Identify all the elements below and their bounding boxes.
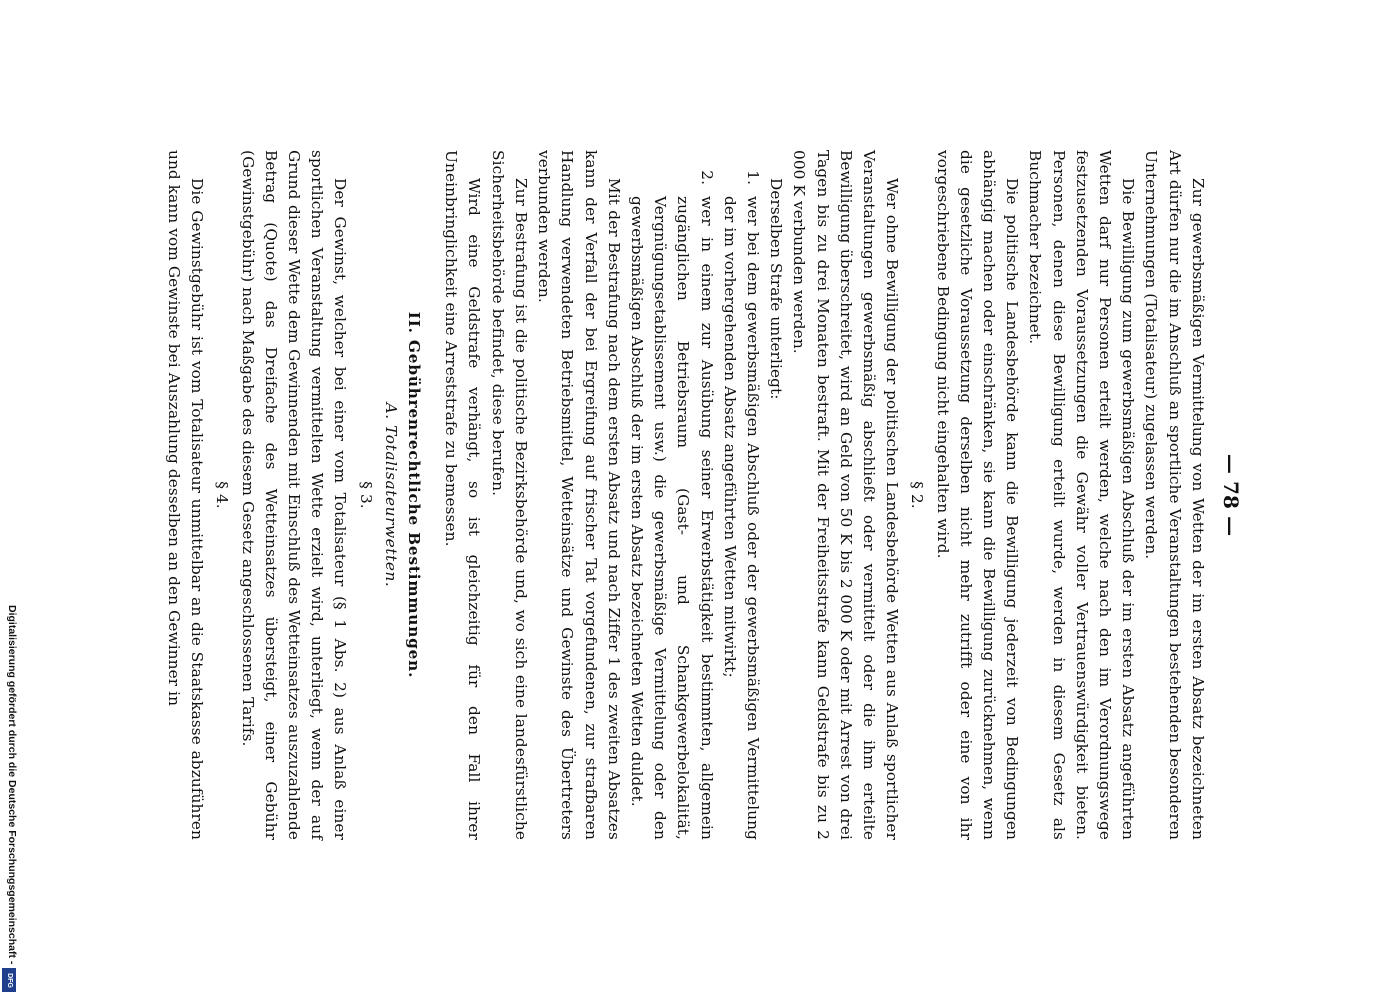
section-number: § 4. (213, 481, 232, 509)
section-number: § 3. (356, 481, 375, 509)
subsection-heading: A. Totalisateurwetten. (381, 402, 400, 588)
section-heading: II. Gebührenrechtliche Bestimmungen. (405, 311, 424, 679)
paragraph: Derselben Strafe unterliegt: (767, 178, 786, 400)
paragraph: Die Bewilligung zum gewerbsmäßigen Abschluß der im ersten Absatz angeführten Wetten darf nur Personen erteilt werden, welche nach den im Verordnungswege festzusetzenden Voraussetzungen die Gewähr voller Vertrauenswürdigkeit bieten. Personen, denen diese Bewilligung erteilt wurde, werden in diesem Gesetz als Buchmacher bezeichnet. (1026, 150, 1138, 840)
paragraph: Wird eine Geldstrafe verhängt, so ist gleichzeitig für den Fall ihrer Uneinbringlichkeit eine Arreststrafe zu bemessen. (442, 150, 484, 840)
paragraph: Die politische Landesbehörde kann die Bewilligung jederzeit von Bedingungen abhängig machen oder einschränken, sie kann die Bewilligung zurücknehmen, wenn die gesetzliche Voraussetzung derselben nicht mehr zutrifft oder eine von ihr vorgeschriebene Bedingung nicht eingehalten wird. (933, 150, 1022, 840)
paragraph: Zur gewerbsmäßigen Vermittelung von Wetten der im ersten Absatz bezeichneten Art dürfen nur die im Anschluß an sportliche Veranstaltungen bestehenden besonderen Unternehmungen (Totalisateur) zugelassen werden. (1142, 150, 1207, 840)
dfg-logo-text: DFG (5, 972, 13, 988)
paragraph: Der Gewinst, welcher bei einer vom Totalisateur (§ 1 Abs. 2) aus Anlaß einer sportlichen Veranstaltung vermittelten Wette erzielt wird, unterliegt, wenn der auf Grund dieser Wette dem Gewinnenden mit Einschluß des Wetteinsatzes auszuzahlende Betrag (Quote) das Dreifache des Wetteinsatzes übersteigt, einer Gebühr (Gewinstgebühr) nach Maßgabe des diesem Gesetz angeschlossenen Tarifs. (238, 150, 350, 840)
document-page (142, 150, 1242, 840)
page-number: — 78 — (1219, 453, 1243, 537)
credit-text: Digitalisierung gefördert durch die Deutsche Forschungsgemeinschaft - (6, 605, 18, 965)
digitization-credit (4, 605, 20, 995)
list-item: 2. wer in einem zur Ausübung seiner Erwerbstätigkeit bestimmten, allgemein zugänglichen Betriebsraum (Gast- und Schankgewerbelokalität, Vergnügungsetablissement usw.) die gewerbsmäßige Vermittelung oder den gewerbsmäßigen Abschluß der im ersten Absatz bezeichneten Wetten duldet. (625, 190, 718, 840)
section-number: § 2. (908, 481, 927, 509)
dfg-logo (2, 968, 16, 992)
list-item: 1. wer bei dem gewerbsmäßigen Abschluß oder der gewerbsmäßigen Vermittelung der im vorhergehenden Absatz angeführten Wetten mitwirkt; (718, 190, 764, 840)
paragraph: Wer ohne Bewilligung der politischen Landesbehörde Wetten aus Anlaß sportlicher Veranstaltungen gewerbsmäßig abschließt oder vermittelt oder die ihm erteilte Bewilligung überschreitet, wird an Geld von 50 K bis 2 000 K oder mit Arrest von drei Tagen bis zu drei Monaten bestraft. Mit der Freiheitsstrafe kann Geldstrafe bis zu 2 000 K verbunden werden. (790, 150, 902, 840)
paragraph: Zur Bestrafung ist die politische Bezirksbehörde und, wo sich eine landesfürstliche Sicherheitsbehörde befindet, diese berufen. (488, 150, 530, 840)
numbered-list (625, 150, 764, 840)
paragraph: Die Gewinstgebühr ist vom Totalisateur unmittelbar an die Staatskasse abzuführen und kann vom Gewinste bei Auszahlung desselben an den Gewinner in (165, 150, 207, 840)
paragraph: Mit der Bestrafung nach dem ersten Absatz und nach Ziffer 1 des zweiten Absatzes kann der Verfall der bei Ergreifung auf frischer Tat vorgefundenen, zur strafbaren Handlung verwendeten Betriebsmittel, Wetteinsätze und Gewinste des Übertreters verbunden werden. (535, 150, 623, 840)
